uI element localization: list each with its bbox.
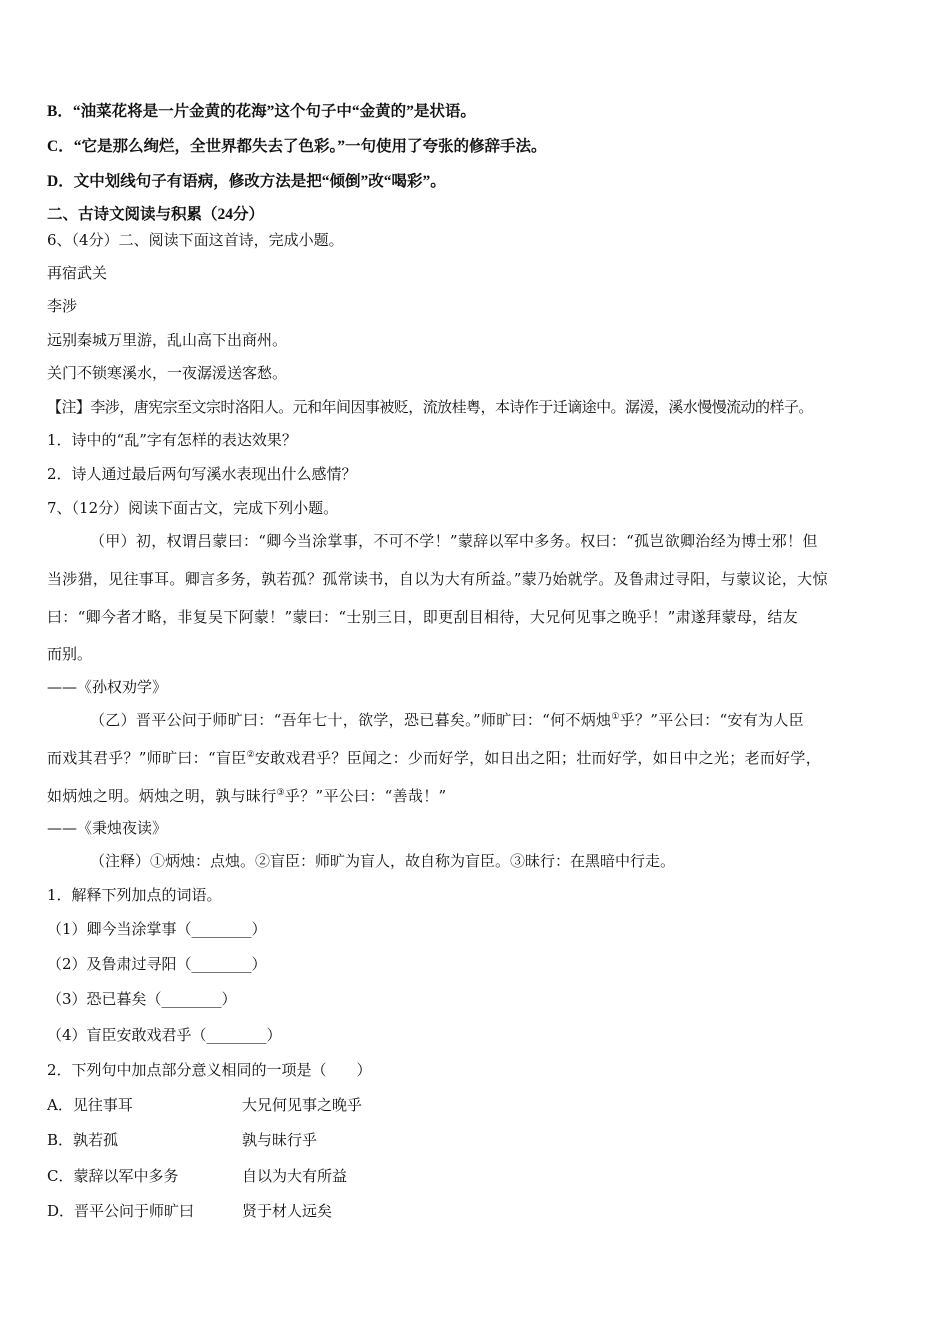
choice-row	[47, 1130, 118, 1150]
word-item: （1）卿今当涂掌事（________）	[47, 920, 267, 938]
q7-intro: 7、（12分）阅读下面古文，完成下列小题。	[47, 499, 339, 517]
section-heading: 二、古诗文阅读与积累（24分）	[47, 206, 265, 223]
poem-author: 李涉	[47, 297, 78, 315]
q6-sub-question-2: 2．诗人通过最后两句写溪水表现出什么感情？	[47, 465, 357, 483]
passage-yi-source: ——《秉烛夜读》	[47, 819, 168, 837]
passage-text: （乙）晋平公问于师旷曰：“吾年七十，欲学，恐已暮矣。”师旷曰：“何不炳烛	[90, 711, 612, 729]
passage-text: 安敢戏君乎？臣闻之：少而好学，如日出之阳；壮而好学，如日中之光；老而好学，	[254, 749, 822, 767]
passage-yi-line	[90, 710, 804, 730]
q6-sub-question-1: 1．诗中的“乱”字有怎样的表达效果？	[47, 431, 297, 449]
footnote-marker: ②	[246, 750, 255, 760]
choice-left: B．孰若孤	[47, 1131, 119, 1149]
choice-left: C．蒙辞以军中多务	[47, 1167, 179, 1185]
passage-jia-line: （甲）初，权谓吕蒙曰：“卿今当涂掌事，不可不学！”蒙辞以军中多务。权曰：“孤岂欲卿治经为博士邪！但	[90, 532, 818, 550]
annotation: （注释）①炳烛：点烛。②盲臣：师旷为盲人，故自称为盲臣。③昧行：在黑暗中行走。	[90, 852, 676, 870]
choice-row	[47, 1201, 194, 1221]
poem-note: 【注】李涉，唐宪宗至文宗时洛阳人。元和年间因事被贬，流放桂粤，本诗作于迁谪途中。潺湲，溪水慢慢流动的样子。	[47, 398, 813, 416]
footnote-marker: ①	[611, 712, 620, 722]
passage-text: 乎？”平公曰：“安有为人臣	[619, 711, 804, 729]
q7-sub-question-1: 1．解释下列加点的词语。	[47, 886, 222, 904]
choice-right: 大兄何见事之晚乎	[242, 1096, 363, 1114]
passage-yi-line	[47, 748, 821, 768]
choice-right: 自以为大有所益	[242, 1167, 348, 1185]
poem-line-2: 关门不锁寒溪水，一夜潺湲送客愁。	[47, 364, 288, 382]
passage-text: 如炳烛之明。炳烛之明，孰与昧行	[47, 787, 277, 805]
passage-jia-line: 当涉猎，见往事耳。卿言多务，孰若孤？孤常读书，自以为大有所益。”蒙乃始就学。及鲁肃过寻阳，与蒙议论，大惊	[47, 570, 828, 588]
poem-title: 再宿武关	[47, 264, 108, 282]
option-c: C．“它是那么绚烂，全世界都失去了色彩。”一句使用了夸张的修辞手法。	[47, 138, 547, 155]
choice-right: 贤于材人远矣	[242, 1202, 333, 1220]
passage-jia-line: 而别。	[47, 645, 93, 663]
passage-text: 而戏其君乎？”师旷曰：“盲臣	[47, 749, 247, 767]
option-b: B．“油菜花将是一片金黄的花海”这个句子中“金黄的”是状语。	[47, 103, 476, 120]
choice-left: D．晋平公问于师旷曰	[47, 1202, 195, 1220]
word-item: （4）盲臣安敢戏君乎（________）	[47, 1026, 282, 1044]
poem-line-1: 远别秦城万里游，乱山高下出商州。	[47, 331, 288, 349]
footnote-marker: ③	[276, 788, 285, 798]
choice-left: A．见往事耳	[47, 1096, 133, 1114]
passage-jia-line: 曰：“卿今者才略，非复吴下阿蒙！”蒙曰：“士别三日，即更刮目相待，大兄何见事之晚乎！”肃遂拜蒙母，结友	[47, 608, 798, 626]
passage-text: 乎？”平公曰：“善哉！”	[284, 787, 447, 805]
passage-yi-line	[47, 786, 447, 806]
word-item: （3）恐已暮矣（________）	[47, 990, 237, 1008]
choice-row	[47, 1095, 133, 1115]
word-item: （2）及鲁肃过寻阳（________）	[47, 955, 267, 973]
passage-jia-source: ——《孙权劝学》	[47, 678, 168, 696]
q7-sub-question-2: 2．下列句中加点部分意义相同的一项是（ ）	[47, 1061, 372, 1079]
choice-row	[47, 1166, 178, 1186]
q6-intro: 6、（4分）二、阅读下面这首诗，完成小题。	[47, 231, 344, 249]
choice-right: 孰与昧行乎	[242, 1131, 318, 1149]
option-d: D．文中划线句子有语病，修改方法是把“倾倒”改“喝彩”。	[47, 173, 446, 190]
